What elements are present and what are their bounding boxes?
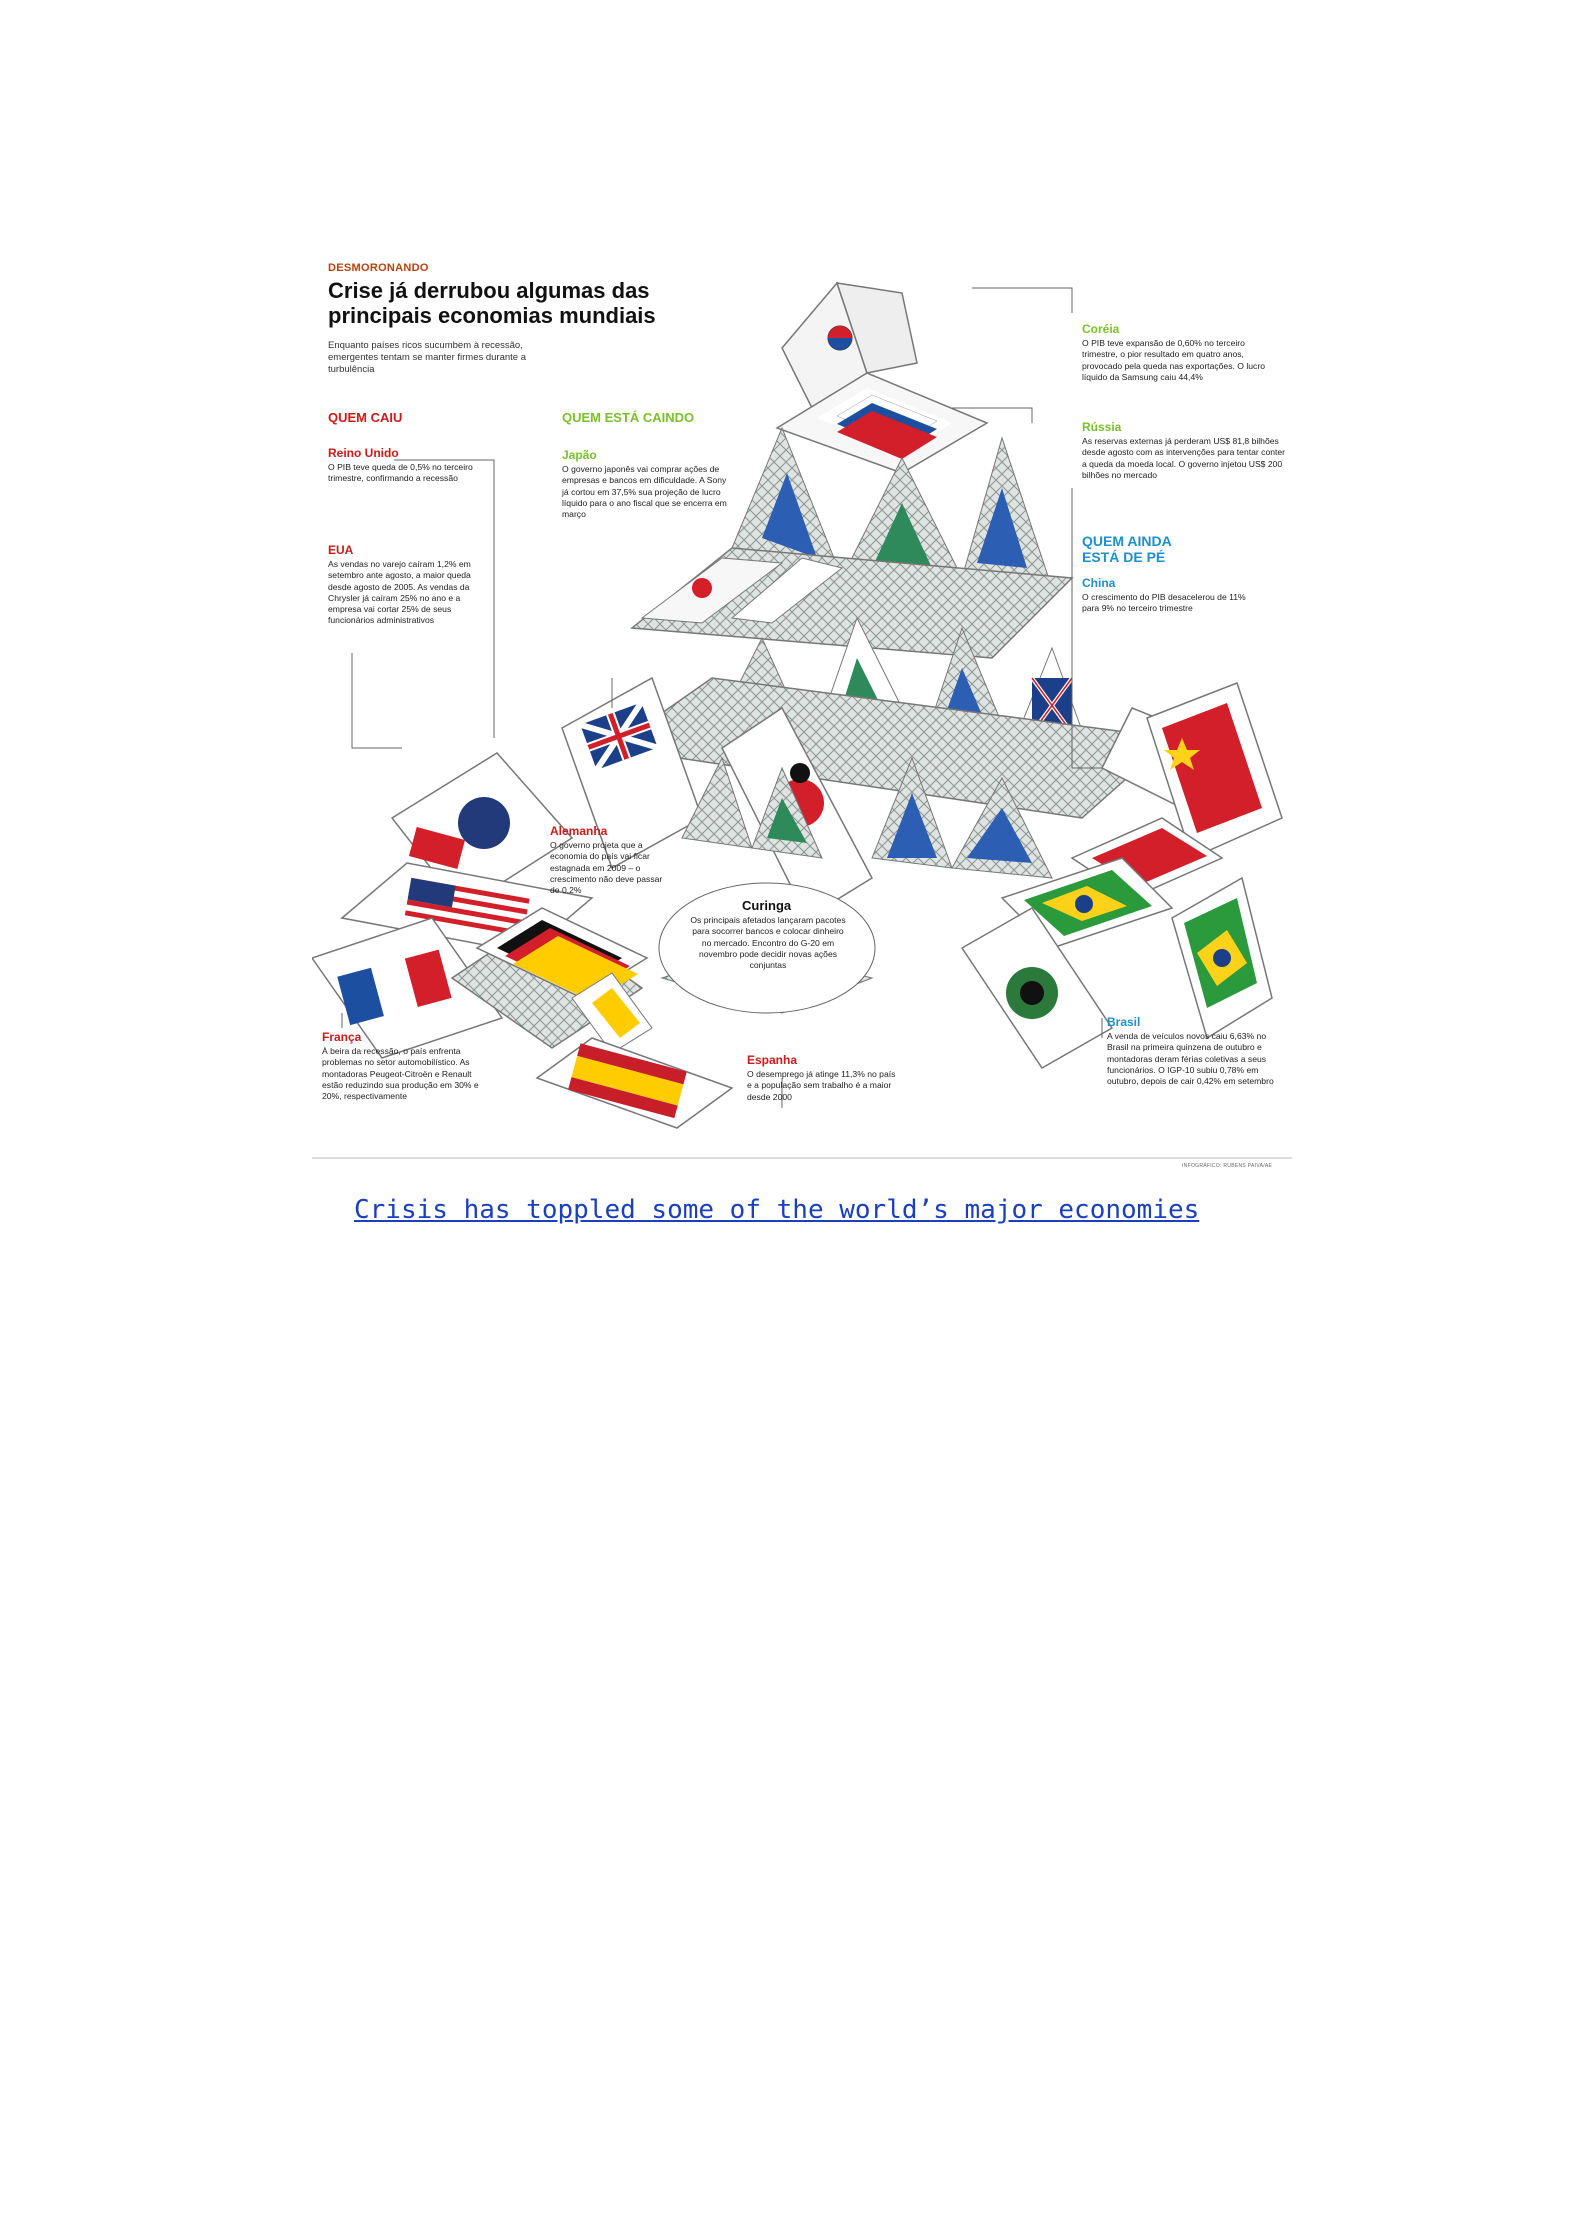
section-fallen: QUEM CAIU xyxy=(328,410,403,425)
korea-text: O PIB teve expansão de 0,60% no terceiro trimestre, o pior resultado em quatro anos, provocado pela queda nas exportações. O lucro líquido da Samsung caiu 44,4% xyxy=(1082,338,1265,382)
intro-text: Enquanto países ricos sucumbem à recessão, emergentes tentam se manter firmes durante a turbulência xyxy=(328,340,527,375)
china-text: O crescimento do PIB desacelerou de 11% para 9% no terceiro trimestre xyxy=(1082,592,1246,614)
kicker: DESMORONANDO xyxy=(328,262,429,274)
uk-text: O PIB teve queda de 0,5% no terceiro trimestre, confirmando a recessão xyxy=(328,462,473,484)
headline-line-2: principais economias mundiais xyxy=(328,303,656,328)
section-falling: QUEM ESTÁ CAINDO xyxy=(562,410,695,425)
spain-text: O desemprego já atinge 11,3% no país e a população sem trabalho é a maior desde 2000 xyxy=(747,1069,896,1102)
brazil-text: A venda de veículos novos caiu 6,63% no Brasil na primeira quinzena de outubro e montadoras deram férias coletivas a seus funcionários. O IGP-10 subiu 0,78% em outubro, depois de cair 0,42% em setembro xyxy=(1107,1031,1274,1087)
france-text: À beira da recessão, o país enfrenta problemas no setor automobilístico. As montadoras Peugeot-Citroën e Renault estão reduzindo sua produção em 30% e 20%, respectivamente xyxy=(322,1046,479,1102)
japan-text: O governo japonês vai comprar ações de empresas e bancos em dificuldade. A Sony já cortou em 37,5% sua projeção de lucro líquido para o ano fiscal que se encerra em março xyxy=(562,464,727,520)
china-name: China xyxy=(1082,576,1116,590)
infographic-image xyxy=(312,258,1292,1178)
joker-text: Os principais afetados lançaram pacotes para socorrer bancos e colocar dinheiro no mercado. Encontro do G-20 em novembro pode decidir novas ações conjuntas xyxy=(690,915,846,971)
usa-text: As vendas no varejo caíram 1,2% em setembro ante agosto, a maior queda desde agosto de 2005. As vendas da Chrysler já caíram 25% no ano e a empresa vai cortar 25% de seus funcionários administrativos xyxy=(328,559,471,626)
germany-name: Alemanha xyxy=(550,824,608,838)
germany-text: O governo projeta que a economia do país vai ficar estagnada em 2009 – o crescimento não deve passar de 0,2% xyxy=(550,840,663,896)
uk-name: Reino Unido xyxy=(328,446,399,460)
joker-name: Curinga xyxy=(742,898,792,913)
section-standing-line-2: ESTÁ DE PÉ xyxy=(1082,549,1166,565)
russia-name: Rússia xyxy=(1082,420,1122,434)
russia-text: As reservas externas já perderam US$ 81,8 bilhões desde agosto com as intervenções para tentar conter a queda da moeda local. O governo injetou US$ 200 bilhões no mercado xyxy=(1082,436,1286,480)
brazil-name: Brasil xyxy=(1107,1015,1141,1029)
figure-caption-link[interactable]: Crisis has toppled some of the world’s major economies xyxy=(354,1195,1200,1225)
headline-line-1: Crise já derrubou algumas das xyxy=(328,278,650,303)
image-credit: INFOGRÁFICO: RUBENS PAIVA/AE xyxy=(1182,1163,1273,1169)
section-standing-line-1: QUEM AINDA xyxy=(1082,533,1172,549)
france-name: França xyxy=(322,1030,362,1044)
korea-name: Coréia xyxy=(1082,322,1120,336)
usa-name: EUA xyxy=(328,543,354,557)
spain-name: Espanha xyxy=(747,1053,798,1067)
japan-name: Japão xyxy=(562,448,597,462)
